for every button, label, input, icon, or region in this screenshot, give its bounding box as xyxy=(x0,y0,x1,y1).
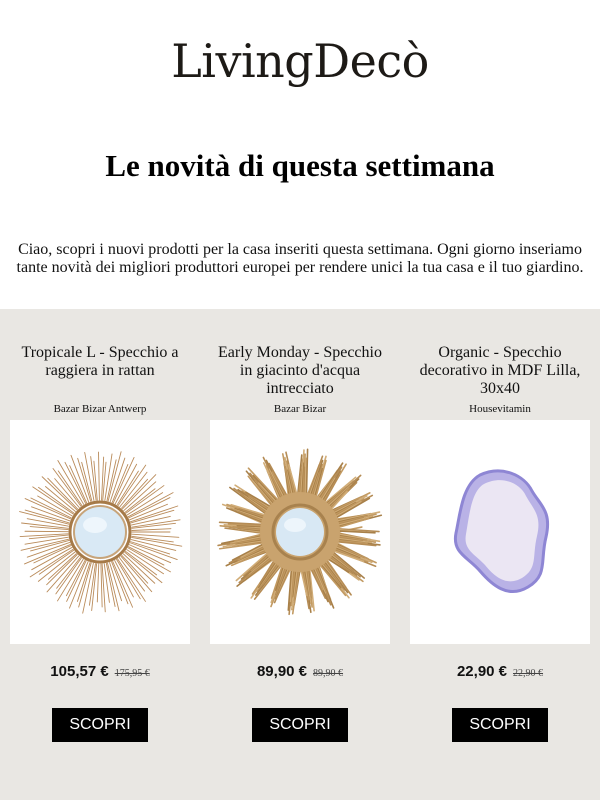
product-image[interactable] xyxy=(410,420,590,644)
organic-lilac-mirror-icon xyxy=(440,457,560,607)
product-old-price: 22,90 € xyxy=(513,668,544,679)
price-row xyxy=(210,663,390,681)
product-card xyxy=(10,309,190,800)
product-name[interactable]: Early Monday - Specchio in giacinto d'acqua intrecciato xyxy=(218,344,382,397)
product-old-price: 89,90 € xyxy=(313,668,344,679)
product-old-price: 175,95 € xyxy=(114,668,150,679)
product-name[interactable]: Tropicale L - Specchio a raggiera in rattan xyxy=(21,344,179,379)
product-price: 22,90 € xyxy=(456,663,508,680)
product-card xyxy=(410,309,590,800)
discover-button[interactable]: SCOPRI xyxy=(452,708,548,742)
product-brand: Bazar Bizar xyxy=(273,403,327,415)
price-row xyxy=(410,663,590,681)
product-brand: Bazar Bizar Antwerp xyxy=(53,403,147,415)
fringed-water-hyacinth-mirror-icon xyxy=(214,446,386,618)
product-image[interactable] xyxy=(210,420,390,644)
price-row xyxy=(10,663,190,681)
product-brand: Housevitamin xyxy=(469,403,531,415)
product-name[interactable]: Organic - Specchio decorativo in MDF Lilla, 30x40 xyxy=(419,344,581,397)
product-image[interactable] xyxy=(10,420,190,644)
product-card xyxy=(210,309,390,800)
sunburst-rattan-mirror-icon xyxy=(15,447,185,617)
product-price: 105,57 € xyxy=(50,663,109,680)
discover-button[interactable]: SCOPRI xyxy=(52,708,148,742)
intro-text: Ciao, scopri i nuovi prodotti per la casa inseriti questa settimana. Ogni giorno inseriamo tante novità dei migliori produttori europei per rendere unici la tua casa e il tuo giardino. xyxy=(16,241,584,276)
brand-logo[interactable]: LivingDecò xyxy=(171,34,429,88)
product-price: 89,90 € xyxy=(256,663,308,680)
page-title: Le novità di questa settimana xyxy=(105,148,495,183)
product-grid xyxy=(0,309,600,800)
discover-button[interactable]: SCOPRI xyxy=(252,708,348,742)
